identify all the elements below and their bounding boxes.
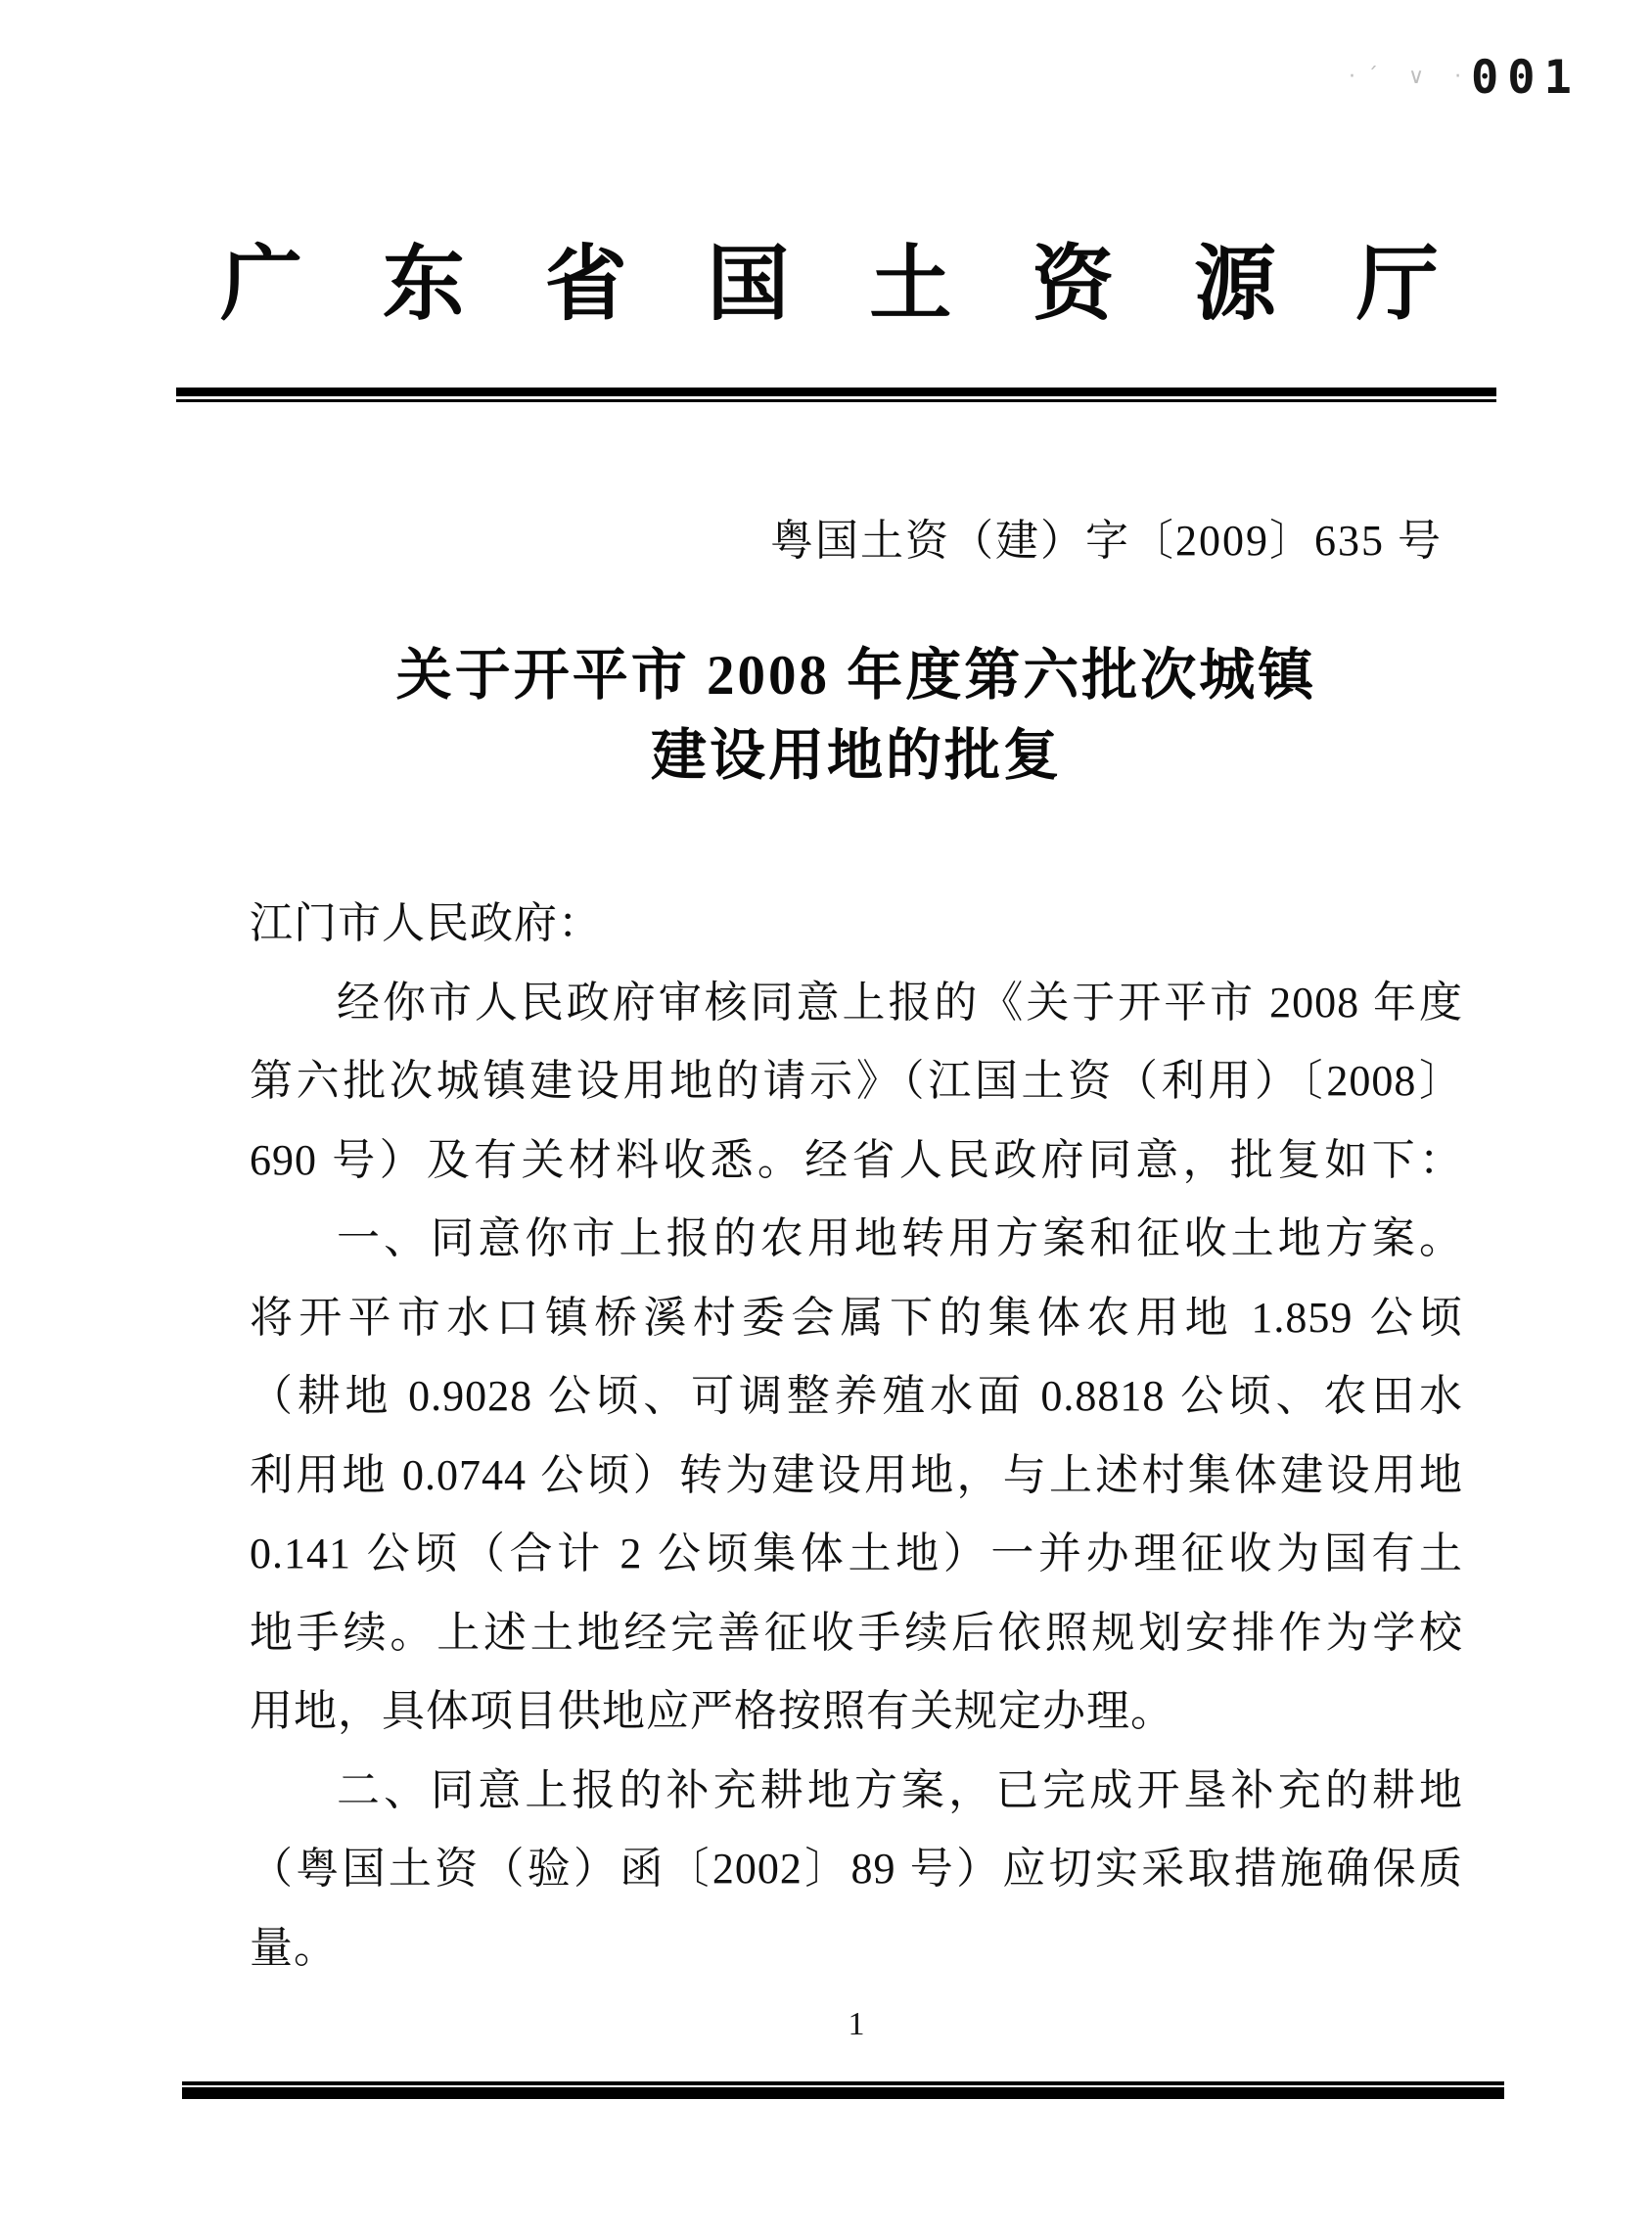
body-line: （耕地 0.9028 公顷、可调整养殖水面 0.8818 公顷、农田水 <box>250 1372 1463 1420</box>
page-number: 1 <box>848 2006 865 2042</box>
body-line: 第六批次城镇建设用地的请示》（江国土资（利用）〔2008〕 <box>250 1057 1463 1105</box>
document-body <box>250 885 1463 1987</box>
letterhead-char: 广 <box>220 240 303 331</box>
body-line: 一、同意你市上报的农用地转用方案和征收土地方案。 <box>337 1214 1463 1262</box>
body-line: 将开平市水口镇桥溪村委会属下的集体农用地 1.859 公顷 <box>250 1293 1463 1342</box>
document-title-line-1: 关于开平市 2008 年度第六批次城镇 <box>395 645 1317 707</box>
rule-thick-line <box>182 2087 1504 2099</box>
letterhead-char: 资 <box>1032 240 1115 331</box>
document-reference-number: 粤国土资（建）字〔2009〕635 号 <box>770 517 1443 565</box>
letterhead-char: 省 <box>544 240 627 331</box>
faint-stamp-marks: ·ˊ ∨ · <box>1349 65 1474 89</box>
body-line: 690 号）及有关材料收悉。经省人民政府同意，批复如下： <box>250 1135 1463 1184</box>
letterhead-char: 土 <box>869 240 952 331</box>
body-line: （粤国土资（验）函〔2002〕89 号）应切实采取措施确保质 <box>250 1845 1463 1893</box>
letterhead-char: 东 <box>382 240 465 331</box>
body-line: 二、同意上报的补充耕地方案，已完成开垦补充的耕地 <box>337 1765 1463 1814</box>
body-line: 经你市人民政府审核同意上报的《关于开平市 2008 年度 <box>337 978 1463 1027</box>
body-line: 利用地 0.0744 公顷）转为建设用地，与上述村集体建设用地 <box>250 1450 1463 1499</box>
letterhead-agency-title <box>220 241 1439 331</box>
letterhead-char: 源 <box>1194 240 1277 331</box>
body-line: 量。 <box>250 1923 338 1972</box>
letterhead-double-rule <box>176 388 1496 402</box>
body-line: 0.141 公顷（合计 2 公顷集体土地）一并办理征收为国有土 <box>250 1530 1463 1577</box>
page-stamp-number: 001 <box>1471 51 1581 105</box>
document-title <box>250 636 1463 797</box>
letterhead-char: 厅 <box>1355 240 1439 331</box>
rule-thick-line <box>176 388 1496 396</box>
footer-double-rule <box>182 2081 1504 2099</box>
body-line: 地手续。上述土地经完善征收手续后依照规划安排作为学校 <box>250 1608 1463 1657</box>
body-line: 用地，具体项目供地应严格按照有关规定办理。 <box>250 1687 1174 1735</box>
rule-thin-line <box>176 399 1496 402</box>
salutation: 江门市人民政府： <box>250 899 602 947</box>
letterhead-char: 国 <box>707 240 790 331</box>
document-title-line-2: 建设用地的批复 <box>651 725 1062 787</box>
